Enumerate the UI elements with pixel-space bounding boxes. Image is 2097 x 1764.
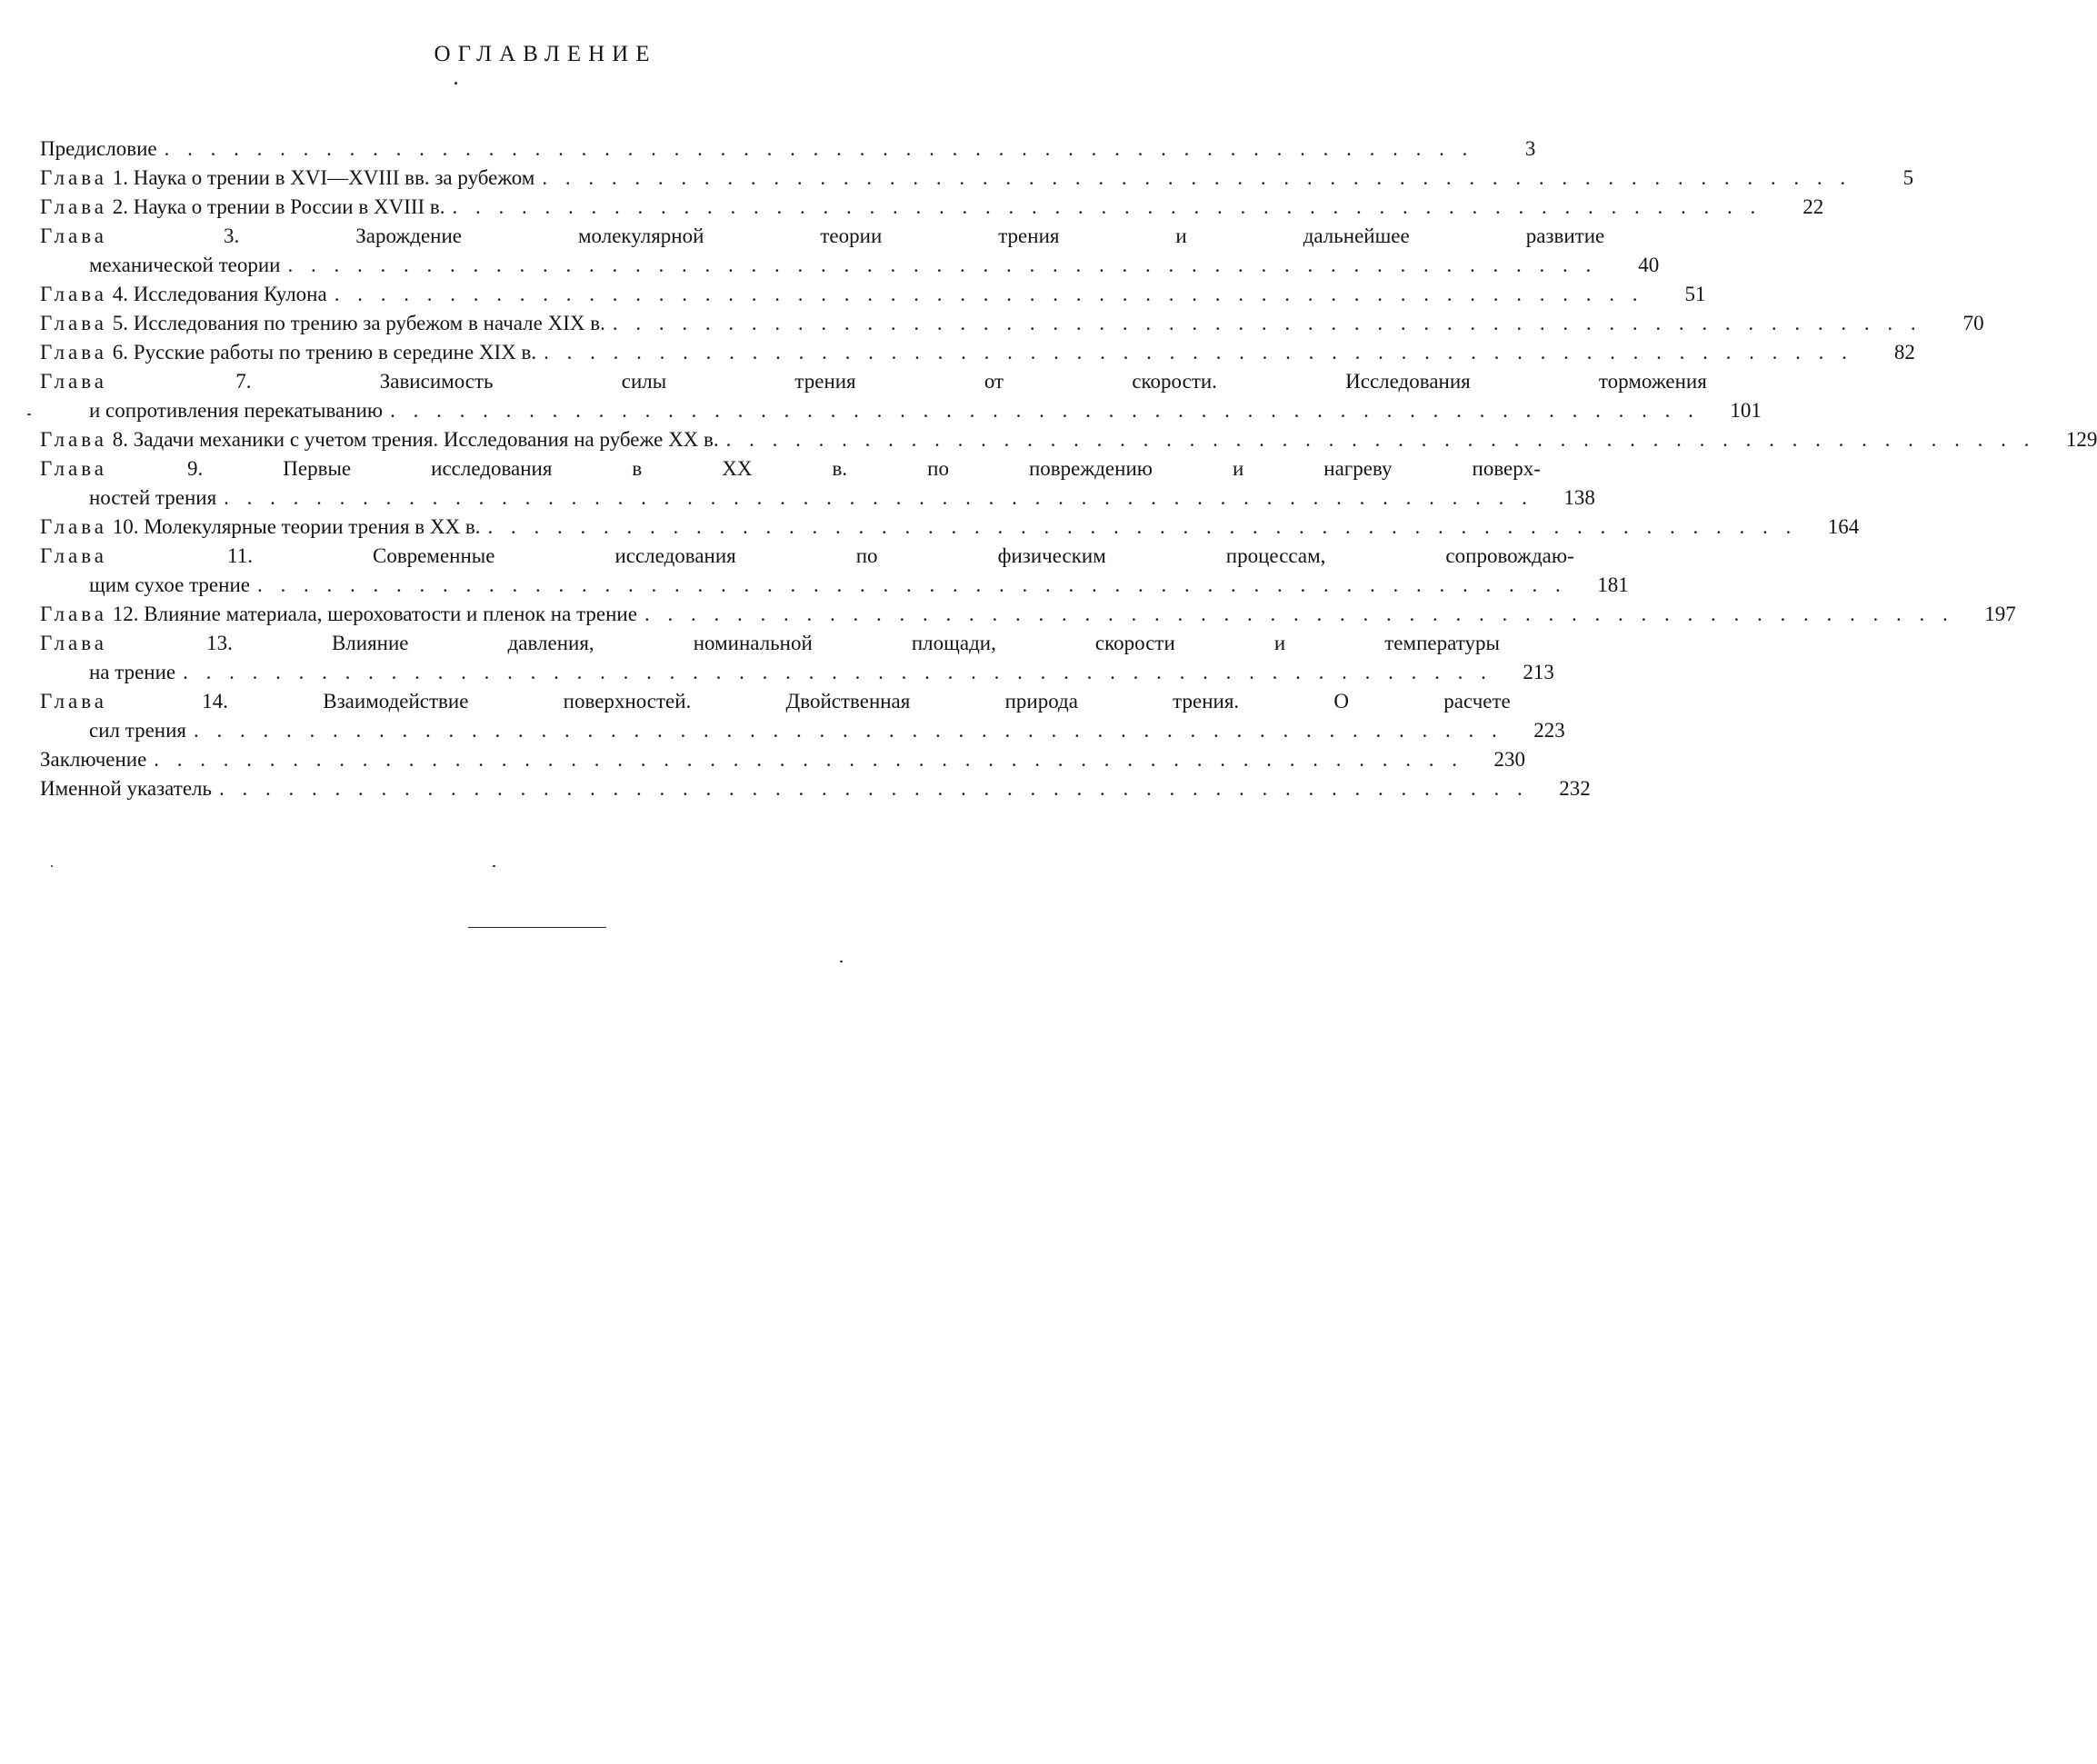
toc-entry-title: [89, 251, 280, 280]
chapter-label: Глава: [40, 312, 108, 334]
toc-entry-last-line: [40, 193, 1769, 222]
dot-leader: . . . . . . . . . . . . . . . . . . . . . . . . . . . . . . . . . . . . . . . . . . . . . . . . . . . . . . . . .: [644, 603, 1954, 625]
dot-leader: . . . . . . . . . . . . . . . . . . . . . . . . . . . . . . . . . . . . . . . . . . . . . . . . . . . . . . . . .: [164, 137, 1474, 160]
toc-entry: [40, 193, 1824, 222]
toc-entry-title-part: Предисловие: [40, 137, 157, 160]
dot-leader: . . . . . . . . . . . . . . . . . . . . . . . . . . . . . . . . . . . . . . . . . . . . . . . . . . . . . . . . .: [452, 195, 1762, 218]
toc-entry-title-part: 3. Зарождение молекулярной теории трения и дальнейшее развитие: [224, 224, 1605, 247]
toc-entry-title-part: на трение: [89, 661, 176, 683]
chapter-label: Глава: [40, 515, 108, 538]
toc-entry-last-line: [40, 600, 1962, 629]
toc-entry-text: [40, 135, 1481, 164]
toc-entry-title: [89, 658, 175, 687]
toc-entry-title: [89, 396, 383, 425]
page-number: 3: [1524, 137, 1536, 160]
dot-leader: . . . . . . . . . . . . . . . . . . . . . . . . . . . . . . . . . . . . . . . . . . . . . . . . . . . . . . . . .: [544, 341, 1853, 364]
toc-entry-text: [40, 425, 2042, 454]
toc-entry-title-part: щим сухое трение: [89, 573, 250, 596]
toc-entry-last-line: [40, 513, 1804, 542]
toc-entry-first-line: [40, 542, 1574, 571]
chapter-label: Глава: [40, 428, 108, 451]
toc-entry: [40, 338, 1915, 367]
toc-entry: [40, 164, 1914, 193]
toc-entry-last-line: [40, 745, 1471, 774]
toc-entry-title-part: 13. Влияние давления, номинальной площади, скорости и температуры: [206, 632, 1500, 654]
toc-entry-text: [40, 513, 1804, 542]
dot-leader: . . . . . . . . . . . . . . . . . . . . . . . . . . . . . . . . . . . . . . . . . . . . . . . . . . . . . . . . .: [390, 399, 1700, 422]
toc-entry-title-part: сил трения: [89, 719, 186, 742]
toc-entry-title-part: 4. Исследования Кулона: [112, 283, 327, 305]
toc-entry-title: [40, 774, 212, 803]
toc-entry-text: [40, 687, 1511, 745]
dot-leader: . . . . . . . . . . . . . . . . . . . . . . . . . . . . . . . . . . . . . . . . . . . . . . . . . . . . . . . . .: [219, 777, 1529, 800]
toc-entry-text: [40, 164, 1859, 193]
page-number: 232: [1559, 777, 1591, 800]
chapter-label: Глава: [40, 341, 108, 364]
toc-entry-title: [89, 483, 216, 513]
dot-leader: . . . . . . . . . . . . . . . . . . . . . . . . . . . . . . . . . . . . . . . . . . . . . . . . . . . . . . . . .: [725, 428, 2036, 451]
toc-entry-text: [40, 774, 1536, 803]
toc-entry-text: [40, 309, 1930, 338]
print-speck: [27, 414, 31, 415]
toc-entry: [40, 600, 2016, 629]
dot-leader: . . . . . . . . . . . . . . . . . . . . . . . . . . . . . . . . . . . . . . . . . . . . . . . . . . . . . . . . .: [193, 719, 1503, 742]
toc-entry: [40, 280, 1706, 309]
toc-entry-title: [40, 193, 445, 222]
toc-entry: [40, 425, 2097, 454]
toc-entry-first-line: [40, 367, 1707, 396]
toc-entry-title: [40, 280, 327, 309]
toc-entry-title: [89, 716, 186, 745]
page-number: 164: [1827, 515, 1860, 538]
page-number: 129: [2065, 428, 2097, 451]
dot-leader: . . . . . . . . . . . . . . . . . . . . . . . . . . . . . . . . . . . . . . . . . . . . . . . . . . . . . . . . .: [487, 515, 1798, 538]
page-number: 40: [1638, 254, 1660, 276]
chapter-label: Глава: [40, 283, 108, 305]
toc-entry-text: [40, 367, 1707, 425]
dot-leader: . . . . . . . . . . . . . . . . . . . . . . . . . . . . . . . . . . . . . . . . . . . . . . . . . . . . . . . . .: [256, 573, 1567, 596]
toc-entry: [40, 745, 1526, 774]
toc-entry-last-line: [40, 309, 1930, 338]
page-number: 138: [1563, 486, 1595, 509]
toc-entry-last-line: [40, 338, 1861, 367]
toc-entry: [40, 309, 1984, 338]
toc-entry-text: [40, 193, 1769, 222]
toc-entry-title: [40, 600, 637, 629]
toc-entry-title-part: 7. Зависимость силы трения от скорости. Исследования торможения: [235, 370, 1707, 393]
toc-entry-text: [40, 280, 1651, 309]
toc-entry-title-part: 11. Современные исследования по физическим процессам, сопровождаю-: [227, 544, 1574, 567]
toc-entry-last-line: [40, 483, 1541, 513]
toc-entry-text: [40, 600, 1962, 629]
toc-entry-text: [40, 542, 1574, 600]
dot-leader: . . . . . . . . . . . . . . . . . . . . . . . . . . . . . . . . . . . . . . . . . . . . . . . . . . . . . . . . .: [154, 748, 1464, 771]
print-speck: [840, 961, 843, 962]
page-number: 230: [1493, 748, 1526, 771]
toc-entry-title: [40, 513, 480, 542]
toc-entry-first-line: [40, 222, 1604, 251]
toc-entry-title-part: 10. Молекулярные теории трения в XX в.: [112, 515, 481, 538]
toc-entry-last-line: [40, 280, 1651, 309]
toc-entry-title-part: 9. Первые исследования в XX в. по повреждению и нагреву поверх-: [187, 457, 1541, 480]
chapter-label: Глава: [40, 224, 108, 247]
toc-entry-last-line: [40, 425, 2042, 454]
toc-entry-last-line: [40, 774, 1536, 803]
toc-entry-title-part: ностей трения: [89, 486, 217, 509]
toc-entry-title-part: Именной указатель: [40, 777, 213, 800]
toc-entry-last-line: [40, 135, 1481, 164]
toc-entry-title: [40, 338, 536, 367]
dot-leader: . . . . . . . . . . . . . . . . . . . . . . . . . . . . . . . . . . . . . . . . . . . . . . . . . . . . . . . . .: [183, 661, 1493, 683]
page-number: 70: [1962, 312, 1984, 334]
toc-entry-text: [40, 745, 1471, 774]
page-number: 181: [1597, 573, 1629, 596]
toc-entry-title-part: механической теории: [89, 254, 281, 276]
chapter-label: Глава: [40, 632, 108, 654]
toc-entry-text: [40, 454, 1541, 513]
toc-entry-first-line: [40, 454, 1541, 483]
dot-leader: . . . . . . . . . . . . . . . . . . . . . . . . . . . . . . . . . . . . . . . . . . . . . . . . . . . . . . . . .: [224, 486, 1533, 509]
chapter-label: Глава: [40, 370, 108, 393]
chapter-label: Глава: [40, 544, 108, 567]
toc-entry-title-part: 12. Влияние материала, шероховатости и пленок на трение: [112, 603, 637, 625]
dot-leader: . . . . . . . . . . . . . . . . . . . . . . . . . . . . . . . . . . . . . . . . . . . . . . . . . . . . . . . . .: [542, 166, 1852, 189]
toc-entry: [40, 774, 1591, 803]
toc-entry-title: [40, 425, 719, 454]
toc-entry-last-line: [40, 164, 1859, 193]
toc-entry: [40, 542, 1629, 600]
toc-entry: [40, 222, 1660, 280]
page-number: 5: [1902, 166, 1914, 189]
page-number: 197: [1984, 603, 2016, 625]
toc-entry: [40, 367, 1762, 425]
table-of-contents: [40, 135, 2097, 803]
page-number: 22: [1802, 195, 1824, 218]
toc-entry-title: [89, 571, 250, 600]
toc-entry-first-line: [40, 629, 1500, 658]
page-number: 223: [1533, 719, 1565, 742]
toc-entry-title: [40, 164, 534, 193]
toc-entry: [40, 454, 1595, 513]
toc-entry: [40, 135, 1536, 164]
chapter-label: Глава: [40, 690, 108, 713]
toc-entry-title-part: 5. Исследования по трению за рубежом в начале XIX в.: [112, 312, 605, 334]
toc-entry-title: [40, 309, 605, 338]
dot-leader: . . . . . . . . . . . . . . . . . . . . . . . . . . . . . . . . . . . . . . . . . . . . . . . . . . . . . . . . .: [287, 254, 1598, 276]
toc-entry-title: [40, 745, 146, 774]
toc-entry-title-part: 2. Наука о трении в России в XVIII в.: [112, 195, 445, 218]
toc-entry-last-line: [40, 571, 1574, 600]
page-number: 213: [1523, 661, 1554, 683]
page-title: ОГЛАВЛЕНИЕ: [434, 42, 657, 66]
page-number: 51: [1684, 283, 1706, 305]
toc-entry-title-part: 1. Наука о трении в XVI—XVIII вв. за рубежом: [112, 166, 535, 189]
page-number: 101: [1730, 399, 1762, 422]
toc-entry-text: [40, 338, 1861, 367]
toc-entry: [40, 629, 1554, 687]
toc-entry: [40, 687, 1565, 745]
toc-entry-last-line: [40, 716, 1511, 745]
toc-entry-title-part: 14. Взаимодействие поверхностей. Двойственная природа трения. О расчете: [202, 690, 1511, 713]
print-speck: [51, 865, 53, 867]
toc-entry-text: [40, 222, 1604, 280]
dot-leader: . . . . . . . . . . . . . . . . . . . . . . . . . . . . . . . . . . . . . . . . . . . . . . . . . . . . . . . . .: [334, 283, 1644, 305]
print-speck: [454, 82, 457, 85]
toc-entry-last-line: [40, 396, 1707, 425]
end-rule: [468, 927, 606, 928]
toc-entry-last-line: [40, 658, 1500, 687]
chapter-label: Глава: [40, 603, 108, 625]
page-number: 82: [1893, 341, 1915, 364]
toc-entry-title: [40, 135, 157, 164]
toc-entry-title-part: Заключение: [40, 748, 147, 771]
chapter-label: Глава: [40, 166, 108, 189]
toc-entry-text: [40, 629, 1500, 687]
toc-entry-last-line: [40, 251, 1604, 280]
toc-entry-first-line: [40, 687, 1511, 716]
toc-entry-title-part: 6. Русские работы по трению в середине XIX в.: [112, 341, 537, 364]
chapter-label: Глава: [40, 457, 108, 480]
print-speck: [493, 865, 495, 867]
toc-entry-title-part: 8. Задачи механики с учетом трения. Исследования на рубеже XX в.: [112, 428, 719, 451]
toc-entry-title-part: и сопротивления перекатыванию: [89, 399, 384, 422]
dot-leader: . . . . . . . . . . . . . . . . . . . . . . . . . . . . . . . . . . . . . . . . . . . . . . . . . . . . . . . . .: [612, 312, 1922, 334]
toc-entry: [40, 513, 1860, 542]
chapter-label: Глава: [40, 195, 108, 218]
